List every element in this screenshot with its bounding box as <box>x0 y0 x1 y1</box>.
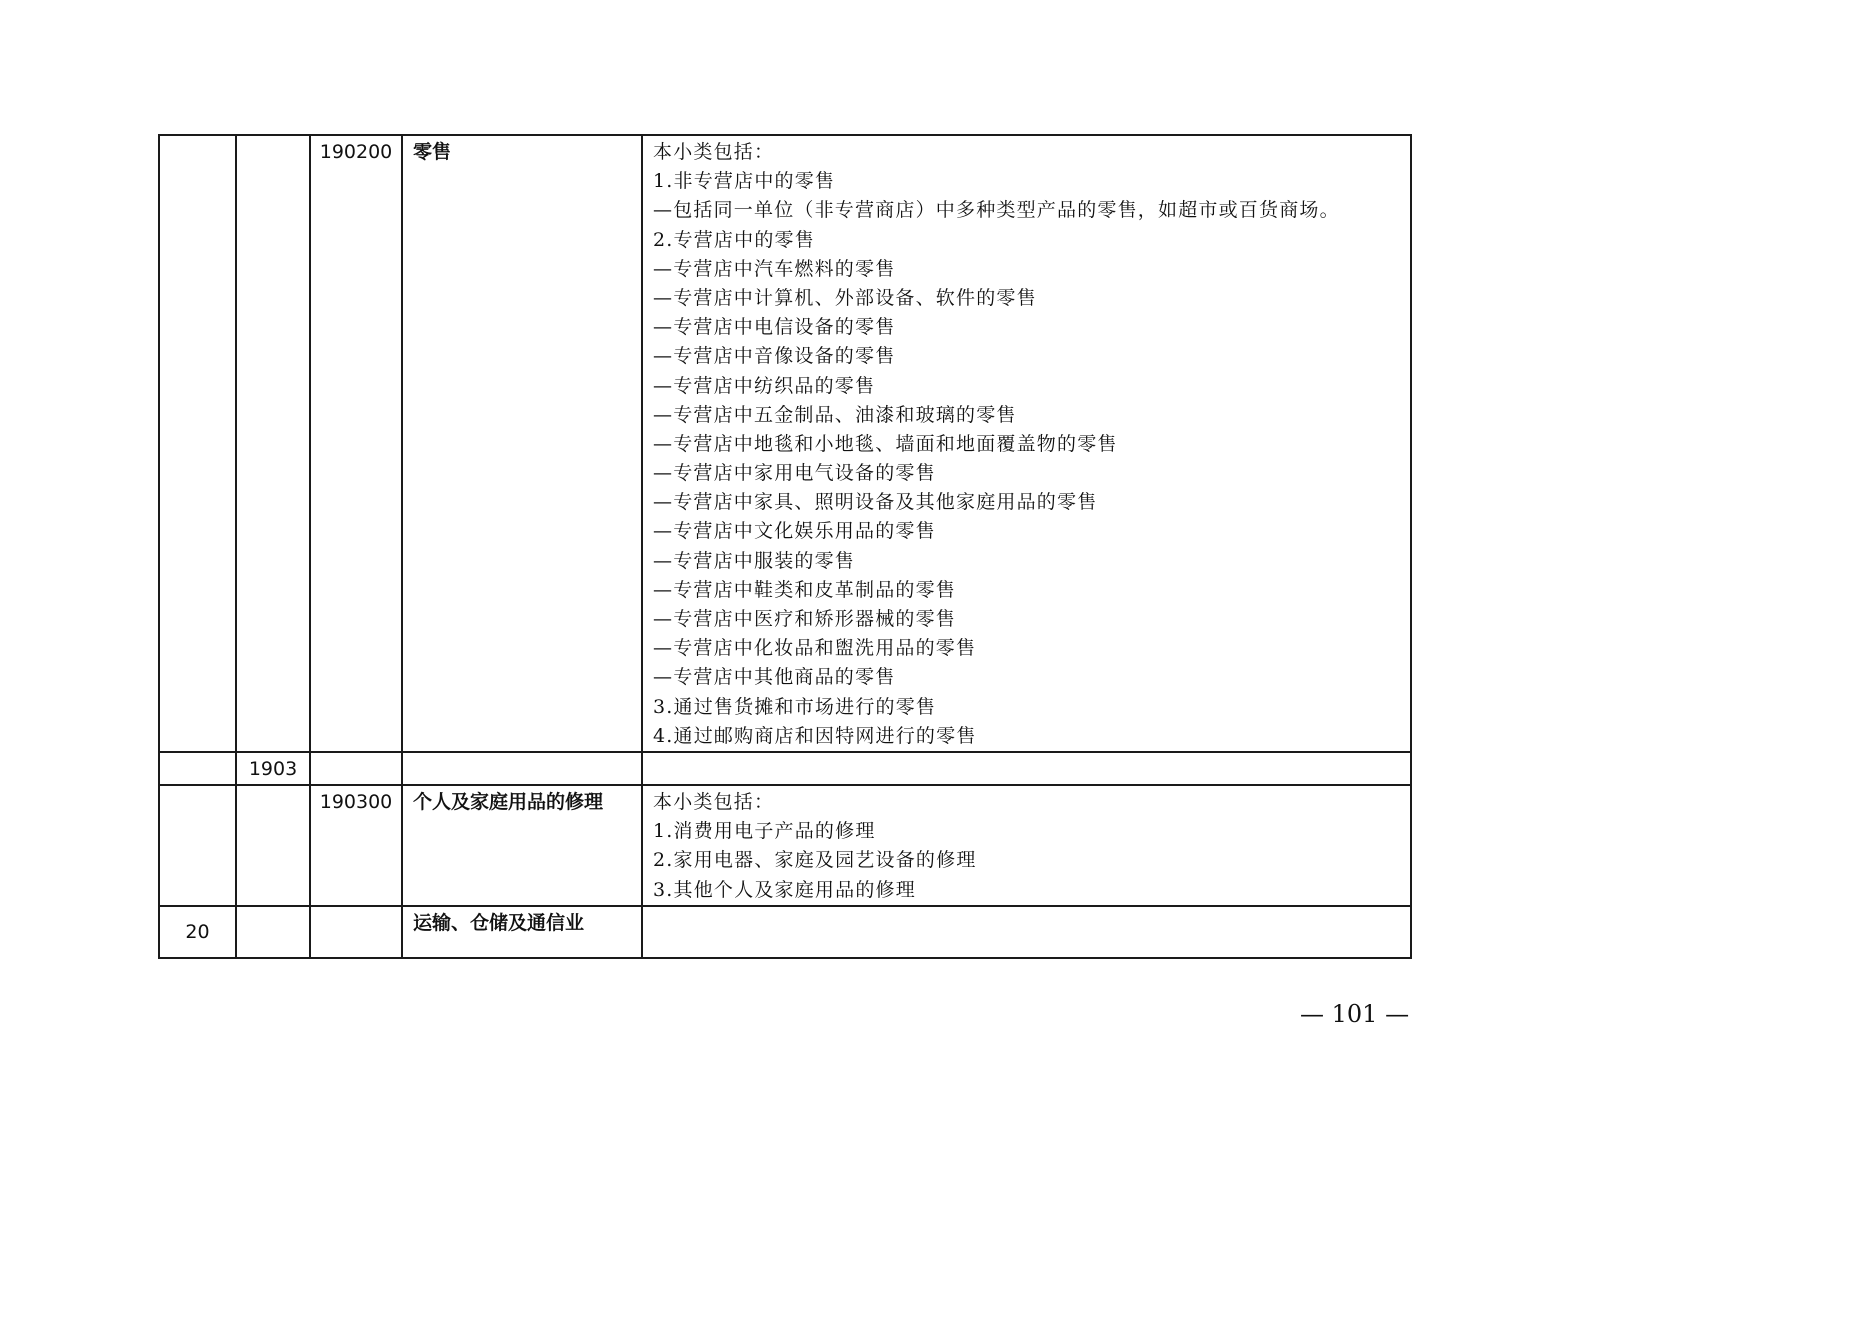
description-line: —专营店中家用电气设备的零售 <box>653 462 936 485</box>
description-line: 4.通过邮购商店和因特网进行的零售 <box>653 724 977 747</box>
description-line: —专营店中其他商品的零售 <box>653 666 896 689</box>
description-line: —专营店中服装的零售 <box>653 549 856 572</box>
group-code-cell: 1903 <box>236 752 310 785</box>
description-line: 2.专营店中的零售 <box>653 228 815 251</box>
description-line: 3.其他个人及家庭用品的修理 <box>653 878 916 901</box>
class-name-cell <box>402 752 642 785</box>
class-name-cell: 个人及家庭用品的修理 <box>402 785 642 906</box>
description-line: —包括同一单位（非专营商店）中多种类型产品的零售，如超市或百货商场。 <box>653 199 1340 222</box>
table-row <box>159 785 1411 906</box>
description-cell <box>642 785 1411 906</box>
description-line: —专营店中化妆品和盥洗用品的零售 <box>653 637 977 660</box>
classification-table <box>158 134 1412 959</box>
table-row <box>159 906 1411 958</box>
class-code-cell <box>310 752 402 785</box>
class-code-cell <box>310 906 402 958</box>
description-line: —专营店中文化娱乐用品的零售 <box>653 520 936 543</box>
section-code-cell <box>159 785 236 906</box>
table-row <box>159 752 1411 785</box>
description-line: 2.家用电器、家庭及园艺设备的修理 <box>653 849 977 872</box>
description-line: —专营店中汽车燃料的零售 <box>653 257 896 280</box>
description-cell <box>642 135 1411 752</box>
description-line: 本小类包括： <box>653 790 775 813</box>
description-line: 3.通过售货摊和市场进行的零售 <box>653 695 937 718</box>
class-name-cell: 零售 <box>402 135 642 752</box>
class-code-cell: 190300 <box>310 785 402 906</box>
class-name-cell: 运输、仓储及通信业 <box>402 906 642 958</box>
description-line: —专营店中电信设备的零售 <box>653 316 896 339</box>
section-code-cell: 20 <box>159 906 236 958</box>
section-code-cell <box>159 135 236 752</box>
description-line: —专营店中计算机、外部设备、软件的零售 <box>653 286 1037 309</box>
description-line: 1.消费用电子产品的修理 <box>653 820 876 843</box>
description-line: —专营店中医疗和矫形器械的零售 <box>653 608 957 630</box>
description-line: —专营店中家具、照明设备及其他家庭用品的零售 <box>653 491 1098 514</box>
description-line: —专营店中地毯和小地毯、墙面和地面覆盖物的零售 <box>653 432 1118 455</box>
group-code-cell <box>236 135 310 752</box>
description-line: —专营店中纺织品的零售 <box>653 374 876 397</box>
group-code-cell <box>236 906 310 958</box>
table-row <box>159 135 1411 752</box>
description-line: 本小类包括： <box>653 141 775 163</box>
class-code-cell: 190200 <box>310 135 402 752</box>
description-line: —专营店中鞋类和皮革制品的零售 <box>653 578 957 601</box>
description-cell <box>642 752 1411 785</box>
section-code-cell <box>159 752 236 785</box>
description-line: —专营店中五金制品、油漆和玻璃的零售 <box>653 403 1017 426</box>
description-cell <box>642 906 1411 958</box>
group-code-cell <box>236 785 310 906</box>
page-number: — 101 — <box>1300 1000 1410 1028</box>
description-line: —专营店中音像设备的零售 <box>653 345 896 368</box>
description-line: 1.非专营店中的零售 <box>653 170 836 193</box>
